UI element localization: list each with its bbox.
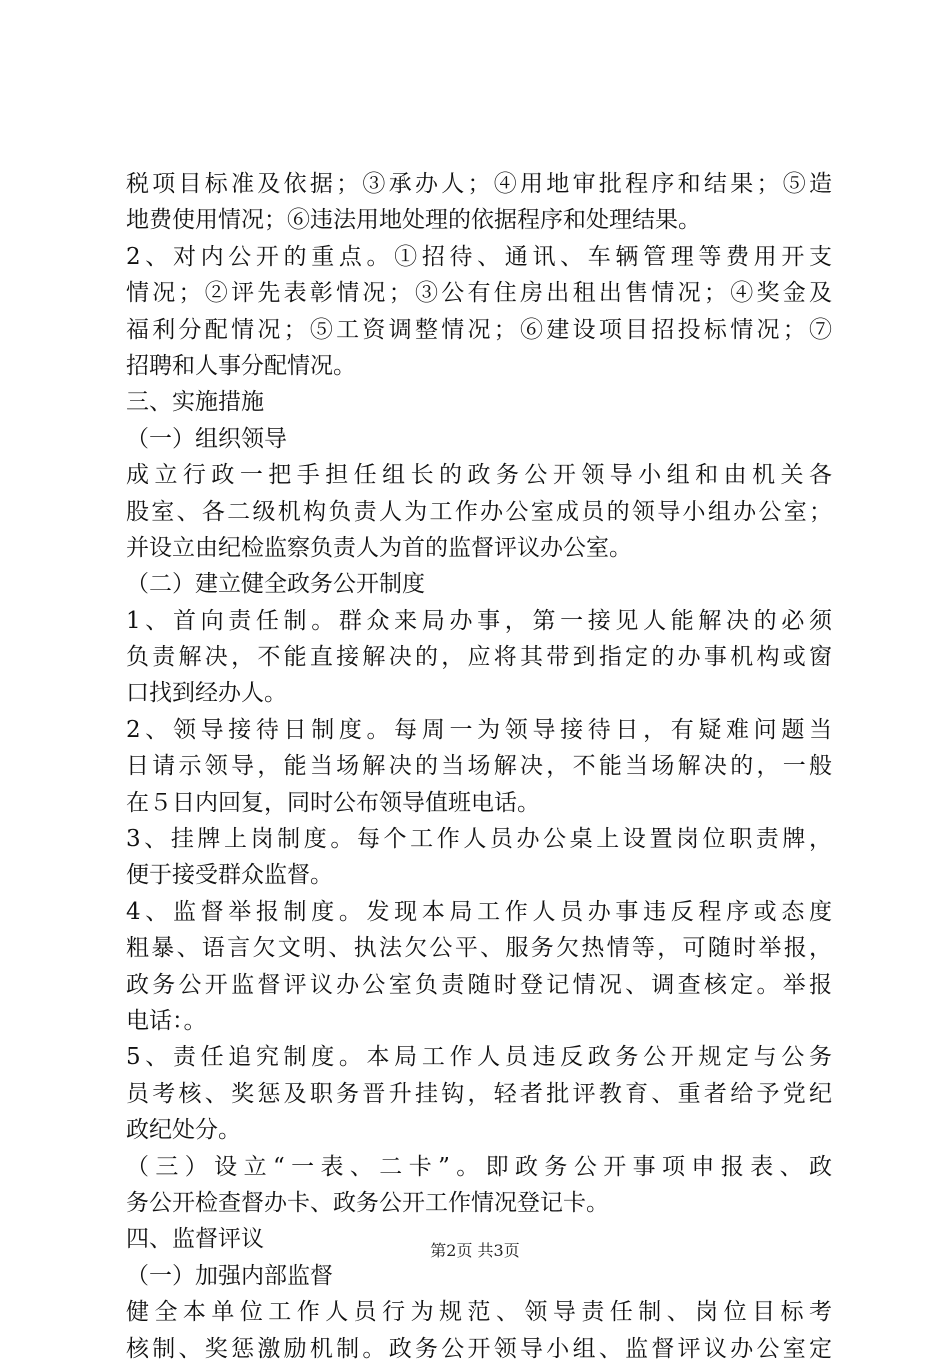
text-line-19: 3、挂牌上岗制度。每个工作人员办公桌上设置岗位职责牌， bbox=[126, 826, 832, 853]
text-line-26: 员考核、奖惩及职务晋升挂钩，轻者批评教育、重者给予党纪 bbox=[126, 1080, 832, 1107]
text-line-3: 2、对内公开的重点。①招待、通讯、车辆管理等费用开支 bbox=[126, 243, 832, 270]
document-body bbox=[126, 166, 832, 1367]
text-line-11: 并设立由纪检监察负责人为首的监督评议办公室。 bbox=[126, 534, 632, 561]
text-line-29: 务公开检查督办卡、政务公开工作情况登记卡。 bbox=[126, 1189, 609, 1216]
text-line-14: 负责解决，不能直接解决的，应将其带到指定的办事机构或窗 bbox=[126, 644, 832, 671]
text-line-32: 健全本单位工作人员行为规范、领导责任制、岗位目标考 bbox=[126, 1299, 832, 1326]
text-line-10: 股室、各二级机构负责人为工作办公室成员的领导小组办公室； bbox=[126, 498, 832, 525]
subsection-heading-system: （二）建立健全政务公开制度 bbox=[126, 571, 425, 598]
text-line-4: 情况；②评先表彰情况；③公有住房出租出售情况；④奖金及 bbox=[126, 280, 832, 307]
subsection-heading-organization: （一）组织领导 bbox=[126, 425, 287, 452]
text-line-24: 电话：。 bbox=[126, 1007, 207, 1034]
text-line-33: 核制、奖惩激励机制。政务公开领导小组、监督评议办公室定 bbox=[126, 1335, 832, 1362]
text-line-16: 2、领导接待日制度。每周一为领导接待日，有疑难问题当 bbox=[126, 716, 832, 743]
text-line-5: 福利分配情况；⑤工资调整情况；⑥建设项目招投标情况；⑦ bbox=[126, 316, 832, 343]
text-line-9: 成立行政一把手担任组长的政务公开领导小组和由机关各 bbox=[126, 462, 832, 489]
text-line-21: 4、监督举报制度。发现本局工作人员办事违反程序或态度 bbox=[126, 898, 832, 925]
text-line-25: 5、责任追究制度。本局工作人员违反政务公开规定与公务 bbox=[126, 1044, 832, 1071]
text-line-18: 在５日内回复，同时公布领导值班电话。 bbox=[126, 789, 540, 816]
text-line-17: 日请示领导，能当场解决的当场解决，不能当场解决的，一般 bbox=[126, 753, 832, 780]
text-line-1: 税项目标准及依据；③承办人；④用地审批程序和结果；⑤造 bbox=[126, 171, 832, 197]
subsection-heading-internal-supervision: （一）加强内部监督 bbox=[126, 1262, 333, 1289]
text-line-6: 招聘和人事分配情况。 bbox=[126, 352, 356, 379]
text-line-20: 便于接受群众监督。 bbox=[126, 862, 333, 889]
text-line-2: 地费使用情况；⑥违法用地处理的依据程序和处理结果。 bbox=[126, 207, 701, 234]
text-line-27: 政纪处分。 bbox=[126, 1117, 241, 1144]
page-number: 第2页 共3页 bbox=[430, 1241, 520, 1260]
text-line-15: 口找到经办人。 bbox=[126, 680, 287, 707]
text-line-28: （三）设立“一表、二卡”。即政务公开事项申报表、政 bbox=[126, 1153, 832, 1180]
section-heading-3: 三、实施措施 bbox=[126, 389, 264, 416]
section-heading-4: 四、监督评议 bbox=[126, 1226, 264, 1253]
text-line-23: 政务公开监督评议办公室负责随时登记情况、调查核定。举报 bbox=[126, 971, 832, 998]
text-line-22: 粗暴、语言欠文明、执法欠公平、服务欠热情等，可随时举报， bbox=[126, 935, 832, 962]
page-footer bbox=[0, 1240, 950, 1262]
text-line-13: 1、首向责任制。群众来局办事，第一接见人能解决的必须 bbox=[126, 607, 832, 634]
